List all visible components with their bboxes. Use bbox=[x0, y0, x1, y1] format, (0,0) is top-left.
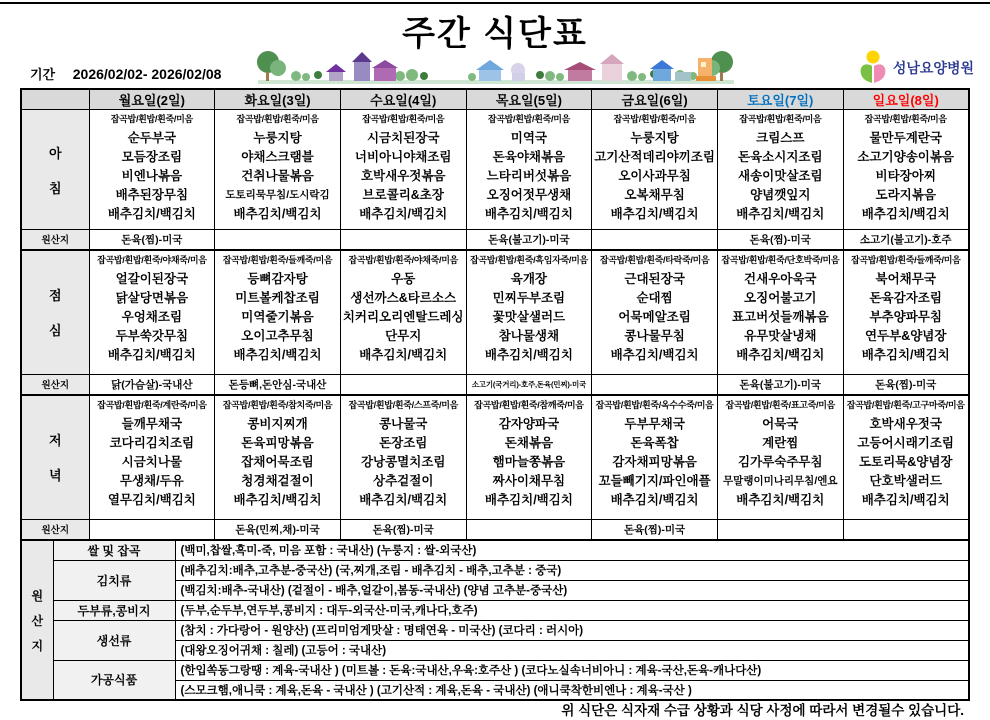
rice-options: 잡곡밥/흰밥/흰죽/들깨죽/미음 bbox=[850, 254, 961, 265]
meal-label-lunch bbox=[21, 250, 89, 375]
origin-breakfast-day-1 bbox=[215, 230, 341, 250]
breakfast-day-0 bbox=[89, 110, 215, 230]
menu-cell bbox=[844, 251, 968, 365]
menu-item: 북어채무국 bbox=[875, 271, 936, 286]
label-char: 침 bbox=[48, 180, 62, 196]
origin-section-label bbox=[21, 540, 53, 700]
label-char: 녁 bbox=[48, 468, 62, 484]
menu-item: 돈육폭찹 bbox=[630, 435, 679, 450]
menu-item: 육개장 bbox=[510, 271, 548, 286]
rice-options: 잡곡밥/흰밥/흰죽/미음 bbox=[110, 114, 193, 124]
rice-options: 잡곡밥/흰밥/흰죽/야채죽/미음 bbox=[348, 254, 458, 265]
meal-label-breakfast bbox=[21, 110, 89, 230]
menu-item: 소고기양송이볶음 bbox=[857, 150, 955, 164]
day-header-4: 금요일(6일) bbox=[592, 89, 718, 110]
rice-options: 잡곡밥/흰밥/흰죽/야채죽/미음 bbox=[97, 254, 207, 265]
origin-lunch-day-1: 돈등뼈,돈안심-국내산 bbox=[215, 375, 341, 395]
menu-cell bbox=[467, 110, 592, 224]
rice-options: 잡곡밥/흰밥/흰죽/옥수수죽/미음 bbox=[595, 399, 714, 410]
meal-label-stack bbox=[22, 430, 89, 484]
corner-diagonal-cell bbox=[21, 89, 89, 110]
menu-item: 배추김치/백김치 bbox=[610, 207, 699, 221]
menu-cell bbox=[718, 396, 843, 510]
origin-breakfast-day-2 bbox=[340, 230, 466, 250]
rice-options: 잡곡밥/흰밥/흰죽/들깨죽/미음 bbox=[222, 254, 333, 265]
origin-row-label: 원산지 bbox=[21, 520, 89, 540]
menu-item: 상추겉절이 bbox=[373, 473, 434, 488]
lunch-day-0 bbox=[89, 250, 215, 375]
rice-options: 잡곡밥/흰밥/흰죽/미음 bbox=[236, 114, 319, 124]
house-icon bbox=[326, 52, 716, 81]
menu-item: 배추김치/백김치 bbox=[484, 347, 573, 362]
menu-item: 어묵메알조림 bbox=[618, 309, 691, 324]
breakfast-day-4 bbox=[592, 110, 718, 230]
menu-cell bbox=[592, 251, 717, 365]
origin-dinner-day-2: 돈육(찜)-미국 bbox=[340, 520, 466, 540]
menu-item: 감자양파국 bbox=[498, 416, 560, 431]
origin-row-label: 원산지 bbox=[21, 375, 89, 395]
origin-breakfast-day-5: 돈육(찜)-미국 bbox=[717, 230, 843, 250]
menu-item: 배추김치/백김치 bbox=[861, 492, 950, 507]
menu-item: 참나물생채 bbox=[498, 328, 560, 343]
period-label: 기간 bbox=[30, 67, 56, 82]
menu-item: 콩나물국 bbox=[379, 416, 428, 431]
origin-detail-line: (한입쏙동그랑땡 : 계육-국내산 ) (미트볼 : 돈육:국내산,우육:호주산 ) (코다노실속너비아니 : 계육-국산,돈육-캐나다산) bbox=[175, 660, 969, 680]
menu-item: 돈채볶음 bbox=[504, 435, 554, 450]
menu-item: 배추김치/백김치 bbox=[107, 347, 196, 362]
menu-item: 건새우아욱국 bbox=[744, 271, 817, 286]
origin-breakfast-day-3: 돈육(불고기)-미국 bbox=[466, 230, 592, 250]
meal-row-breakfast bbox=[21, 110, 969, 230]
menu-item: 단무지 bbox=[385, 328, 422, 343]
menu-item: 콩나물무침 bbox=[624, 328, 685, 343]
lunch-day-4 bbox=[592, 250, 718, 375]
rice-options: 잡곡밥/흰밥/흰죽/표고죽/미음 bbox=[725, 399, 836, 410]
menu-item: 배추김치/백김치 bbox=[610, 347, 699, 362]
menu-item: 청경채겉절이 bbox=[241, 473, 314, 488]
menu-item: 모듬장조림 bbox=[121, 150, 183, 164]
period-value: 2026/02/02- 2026/02/08 bbox=[72, 66, 222, 82]
menu-item: 어묵국 bbox=[762, 416, 799, 431]
menu-item: 비엔나볶음 bbox=[121, 169, 183, 183]
menu-cell bbox=[718, 251, 843, 365]
origin-row-lunch bbox=[21, 375, 969, 395]
menu-item: 배추김치/백김치 bbox=[610, 492, 699, 507]
rice-options: 잡곡밥/흰밥/흰죽/미음 bbox=[864, 114, 947, 124]
menu-item: 미트볼케찹조림 bbox=[235, 290, 320, 305]
menu-item: 배추김치/백김치 bbox=[484, 207, 573, 221]
menu-item: 시금치된장국 bbox=[366, 131, 440, 145]
menu-item: 미역국 bbox=[510, 131, 548, 145]
menu-item: 두부쑥갓무침 bbox=[115, 328, 189, 343]
meal-row-lunch bbox=[21, 250, 969, 375]
menu-item: 배추김치/백김치 bbox=[359, 492, 448, 507]
village-illustration-icon bbox=[250, 46, 742, 88]
menu-item: 브로콜리&초장 bbox=[362, 188, 444, 202]
day-header-3: 목요일(5일) bbox=[466, 89, 592, 110]
menu-cell bbox=[844, 396, 968, 510]
menu-item: 콩비지찌개 bbox=[247, 416, 308, 431]
page-title: 주간 식단표 bbox=[402, 15, 588, 53]
origin-breakfast-day-4 bbox=[592, 230, 718, 250]
meal-label-stack bbox=[22, 143, 89, 197]
menu-item: 근대된장국 bbox=[624, 271, 685, 286]
origin-detail-line: (백미,찹쌀,흑미-죽, 미음 포함 : 국내산) (누룽지 : 쌀-외국산) bbox=[175, 540, 969, 560]
menu-item: 순대찜 bbox=[636, 290, 673, 305]
menu-item: 연두부&양념장 bbox=[864, 328, 947, 343]
day-header-0: 월요일(2일) bbox=[89, 89, 215, 110]
menu-item: 야채스크램블 bbox=[241, 150, 314, 164]
menu-cell bbox=[467, 396, 592, 510]
menu-item: 오이사과무침 bbox=[618, 169, 691, 183]
menu-item: 양념깻잎지 bbox=[750, 188, 811, 202]
origin-lunch-day-4 bbox=[592, 375, 718, 395]
menu-item: 돈육야채볶음 bbox=[492, 150, 566, 164]
origin-detail-line: (참치 : 가다랑어 - 원양산) (프리미엄게맛살 : 명태연육 - 미국산) (코다리 : 러시아) bbox=[175, 620, 969, 640]
menu-item: 치커리오리엔탈드레싱 bbox=[342, 309, 464, 324]
menu-cell bbox=[341, 110, 466, 224]
menu-item: 시금치나물 bbox=[121, 454, 183, 469]
hospital-logo-icon bbox=[859, 50, 887, 86]
rice-options: 잡곡밥/흰밥/흰죽/미음 bbox=[613, 114, 696, 124]
menu-item: 오징어불고기 bbox=[744, 290, 817, 305]
menu-item: 돈육소시지조림 bbox=[738, 150, 823, 164]
rice-options: 잡곡밥/흰밥/흰죽/고구마죽/미음 bbox=[846, 399, 965, 410]
menu-item: 배추김치/백김치 bbox=[861, 347, 950, 362]
menu-item: 배추김치/백김치 bbox=[736, 347, 825, 362]
menu-item: 배추김치/백김치 bbox=[484, 492, 573, 507]
menu-cell bbox=[341, 251, 466, 365]
menu-cell bbox=[467, 251, 592, 365]
day-header-6: 일요일(8일) bbox=[843, 89, 969, 110]
dinner-day-4 bbox=[592, 395, 718, 520]
menu-item: 꼬들빼기지/파인애플 bbox=[598, 473, 711, 488]
menu-item: 짜사이채무침 bbox=[492, 473, 566, 488]
origin-category-2: 두부류,콩비지 bbox=[53, 600, 175, 620]
menu-item: 등뼈감자탕 bbox=[247, 271, 308, 286]
origin-detail-row bbox=[21, 540, 969, 560]
origin-lunch-day-6: 돈육(찜)-미국 bbox=[843, 375, 969, 395]
menu-item: 배추김치/백김치 bbox=[359, 207, 448, 221]
menu-item: 건취나물볶음 bbox=[241, 169, 314, 183]
origin-table bbox=[20, 539, 970, 701]
menu-item: 계란찜 bbox=[762, 435, 799, 450]
menu-table bbox=[20, 88, 970, 541]
menu-cell bbox=[215, 396, 340, 510]
origin-row-breakfast bbox=[21, 230, 969, 250]
meal-label-stack bbox=[22, 285, 89, 339]
footer-note: 위 식단은 식자재 수급 상황과 식당 사정에 따라서 변경될수 있습니다. bbox=[561, 703, 964, 718]
menu-item: 닭살당면볶음 bbox=[115, 290, 189, 305]
lunch-day-1 bbox=[215, 250, 341, 375]
origin-detail-line: (대왕오징어귀채 : 칠레) (고등어 : 국내산) bbox=[175, 640, 969, 660]
origin-category-0: 쌀 및 잡곡 bbox=[53, 540, 175, 560]
day-header-row bbox=[21, 89, 969, 110]
menu-item: 너비아니야채조림 bbox=[354, 150, 452, 164]
menu-item: 배추김치/백김치 bbox=[233, 207, 322, 221]
label-char: 점 bbox=[48, 288, 62, 304]
menu-item: 순두부국 bbox=[127, 131, 176, 145]
breakfast-day-6 bbox=[843, 110, 969, 230]
origin-dinner-day-3 bbox=[466, 520, 592, 540]
rice-options: 잡곡밥/흰밥/흰죽/단호박죽/미음 bbox=[721, 254, 840, 265]
menu-item: 도라지볶음 bbox=[875, 188, 936, 202]
origin-detail-line: (두부,순두부,연두부,콩비지 : 대두-외국산-미국,캐나다,호주) bbox=[175, 600, 969, 620]
origin-lunch-day-5: 돈육(불고기)-미국 bbox=[717, 375, 843, 395]
menu-item: 돈육피망볶음 bbox=[241, 435, 314, 450]
menu-item: 생선까스&타르소스 bbox=[350, 290, 457, 305]
meal-label-dinner bbox=[21, 395, 89, 520]
menu-item: 호박새우젓국 bbox=[869, 416, 942, 431]
rice-options: 잡곡밥/흰밥/흰죽/미음 bbox=[487, 114, 570, 124]
breakfast-day-1 bbox=[215, 110, 341, 230]
day-header-2: 수요일(4일) bbox=[340, 89, 466, 110]
menu-item: 배추김치/백김치 bbox=[736, 207, 825, 221]
lunch-day-5 bbox=[717, 250, 843, 375]
menu-item: 누룽지탕 bbox=[253, 131, 302, 145]
menu-item: 부추양파무침 bbox=[869, 309, 942, 324]
origin-dinner-day-5 bbox=[717, 520, 843, 540]
breakfast-day-3 bbox=[466, 110, 592, 230]
meal-row-dinner bbox=[21, 395, 969, 520]
dinner-day-0 bbox=[89, 395, 215, 520]
rice-options: 잡곡밥/흰밥/흰죽/타락죽/미음 bbox=[599, 254, 710, 265]
origin-detail-row bbox=[21, 620, 969, 640]
menu-cell bbox=[592, 396, 717, 510]
origin-section bbox=[20, 539, 968, 701]
menu-item: 우엉채조림 bbox=[121, 309, 183, 324]
lunch-day-2 bbox=[340, 250, 466, 375]
label-char: 지 bbox=[31, 638, 44, 653]
menu-cell bbox=[718, 110, 843, 224]
origin-lunch-day-2 bbox=[340, 375, 466, 395]
menu-item: 잡채어묵조림 bbox=[241, 454, 314, 469]
menu-item: 비타장아찌 bbox=[875, 169, 936, 183]
origin-detail-line: (스모크햄,애니쿡 : 계육,돈육 - 국내산 ) (고기산적 : 계육,돈육 - 국내산) (애니쿡착한비엔나 : 계육-국산 ) bbox=[175, 680, 969, 700]
rice-options: 잡곡밥/흰밥/흰죽/흑임자죽/미음 bbox=[469, 254, 588, 265]
menu-item: 배추김치/백김치 bbox=[233, 492, 322, 507]
origin-label-stack bbox=[22, 587, 53, 654]
origin-dinner-day-0 bbox=[89, 520, 215, 540]
menu-item: 배추김치/백김치 bbox=[736, 492, 825, 507]
menu-item: 오복채무침 bbox=[624, 188, 685, 202]
menu-item: 감자채피망볶음 bbox=[612, 454, 697, 469]
menu-item: 김가루숙주무침 bbox=[738, 454, 823, 469]
origin-row-dinner bbox=[21, 520, 969, 540]
menu-item: 배추김치/백김치 bbox=[359, 347, 448, 362]
menu-item: 크림스프 bbox=[756, 131, 805, 145]
origin-lunch-day-0: 닭(가슴살)-국내산 bbox=[89, 375, 215, 395]
origin-detail-line: (배추김치:배추,고추분-중국산) (국,찌개,조림 - 배추김치 - 배추,고추분 : 중국) bbox=[175, 560, 969, 580]
menu-item: 배추김치/백김치 bbox=[107, 207, 196, 221]
menu-item: 미역줄기볶음 bbox=[241, 309, 314, 324]
menu-item: 도토리묵&양념장 bbox=[858, 454, 953, 469]
menu-item: 돈육감자조림 bbox=[869, 290, 942, 305]
menu-cell bbox=[90, 110, 215, 224]
lunch-day-6 bbox=[843, 250, 969, 375]
menu-item: 새송이맛살조림 bbox=[738, 169, 823, 183]
menu-item: 누룽지탕 bbox=[630, 131, 679, 145]
menu-item: 두부무채국 bbox=[624, 416, 685, 431]
menu-item: 고등어시래기조림 bbox=[857, 435, 955, 450]
menu-item: 배추김치/백김치 bbox=[233, 347, 322, 362]
menu-item: 무생채/두유 bbox=[119, 473, 184, 488]
label-char: 산 bbox=[31, 613, 44, 628]
menu-cell bbox=[215, 110, 340, 224]
menu-item: 느타리버섯볶음 bbox=[486, 169, 572, 183]
origin-detail-row bbox=[21, 660, 969, 680]
menu-item: 얼갈이된장국 bbox=[115, 271, 189, 286]
menu-item: 오징어젓무생채 bbox=[486, 188, 572, 202]
menu-item: 고기산적데리야끼조림 bbox=[594, 150, 715, 164]
menu-item: 오이고추무침 bbox=[241, 328, 314, 343]
menu-item: 햄마늘쫑볶음 bbox=[492, 454, 566, 469]
menu-item: 돈장조림 bbox=[379, 435, 428, 450]
top-border-line bbox=[0, 2, 990, 4]
origin-lunch-day-3: 소고기(국거리)-호주,돈육(민찌)-미국 bbox=[466, 375, 592, 395]
rice-options: 잡곡밥/흰밥/흰죽/스프죽/미음 bbox=[348, 399, 458, 410]
origin-dinner-day-6 bbox=[843, 520, 969, 540]
day-header-1: 화요일(3일) bbox=[215, 89, 341, 110]
dinner-day-5 bbox=[717, 395, 843, 520]
menu-cell bbox=[90, 396, 215, 510]
origin-detail-line: (백김치:배추-국내산) (겉절이 - 배추,얼갈이,봄동-국내산) (양념 고추분-중국산) bbox=[175, 580, 969, 600]
menu-item: 열무김치/백김치 bbox=[107, 492, 196, 507]
menu-item: 강낭콩멸치조림 bbox=[360, 454, 446, 469]
rice-options: 잡곡밥/흰밥/흰죽/계란죽/미음 bbox=[97, 399, 207, 410]
label-char: 저 bbox=[48, 433, 62, 449]
breakfast-day-2 bbox=[340, 110, 466, 230]
hospital-logo bbox=[859, 50, 974, 86]
menu-item: 우동 bbox=[391, 271, 416, 286]
origin-detail-row bbox=[21, 600, 969, 620]
menu-item: 유무맛살냉채 bbox=[744, 328, 817, 343]
period-row bbox=[30, 64, 221, 83]
origin-category-4: 가공식품 bbox=[53, 660, 175, 700]
menu-cell bbox=[592, 110, 717, 224]
dinner-day-3 bbox=[466, 395, 592, 520]
rice-options: 잡곡밥/흰밥/흰죽/참깨죽/미음 bbox=[474, 399, 584, 410]
rice-options: 잡곡밥/흰밥/흰죽/참치죽/미음 bbox=[222, 399, 333, 410]
origin-breakfast-day-0: 돈육(찜)-미국 bbox=[89, 230, 215, 250]
menu-cell bbox=[341, 396, 466, 510]
origin-row-label: 원산지 bbox=[21, 230, 89, 250]
dinner-day-2 bbox=[340, 395, 466, 520]
menu-cell bbox=[215, 251, 340, 365]
menu-cell bbox=[844, 110, 968, 224]
menu-item: 도토리묵무침/도시락김 bbox=[225, 189, 330, 201]
hospital-name: 성남요양병원 bbox=[892, 60, 974, 76]
origin-dinner-day-4: 돈육(찜)-미국 bbox=[592, 520, 718, 540]
menu-item: 배추김치/백김치 bbox=[861, 207, 950, 221]
breakfast-day-5 bbox=[717, 110, 843, 230]
menu-item: 들깨무채국 bbox=[121, 416, 183, 431]
menu-item: 호박새우젓볶음 bbox=[360, 169, 446, 183]
label-char: 원 bbox=[31, 588, 44, 603]
dinner-day-6 bbox=[843, 395, 969, 520]
origin-detail-row bbox=[21, 560, 969, 580]
lunch-day-3 bbox=[466, 250, 592, 375]
menu-item: 배추된장무침 bbox=[115, 188, 189, 202]
day-header-5: 토요일(7일) bbox=[717, 89, 843, 110]
menu-item: 표고버섯들깨볶음 bbox=[731, 309, 829, 324]
rice-options: 잡곡밥/흰밥/흰죽/미음 bbox=[362, 114, 445, 124]
label-char: 심 bbox=[48, 323, 62, 339]
menu-item: 단호박샐러드 bbox=[869, 473, 942, 488]
origin-category-1: 김치류 bbox=[53, 560, 175, 600]
menu-item: 꽃맛살샐러드 bbox=[492, 309, 566, 324]
menu-grid bbox=[20, 88, 968, 541]
menu-cell bbox=[90, 251, 215, 365]
menu-item: 무말랭이미나리무침/엔요 bbox=[723, 474, 838, 487]
origin-dinner-day-1: 돈육(민찌,채)-미국 bbox=[215, 520, 341, 540]
menu-item: 민찌두부조림 bbox=[492, 290, 566, 305]
origin-category-3: 생선류 bbox=[53, 620, 175, 660]
menu-item: 물만두계란국 bbox=[869, 131, 942, 145]
label-char: 아 bbox=[48, 145, 62, 161]
origin-breakfast-day-6: 소고기(불고기)-호주 bbox=[843, 230, 969, 250]
dinner-day-1 bbox=[215, 395, 341, 520]
menu-item: 코다리김치조림 bbox=[109, 435, 195, 450]
rice-options: 잡곡밥/흰밥/흰죽/미음 bbox=[739, 114, 822, 124]
